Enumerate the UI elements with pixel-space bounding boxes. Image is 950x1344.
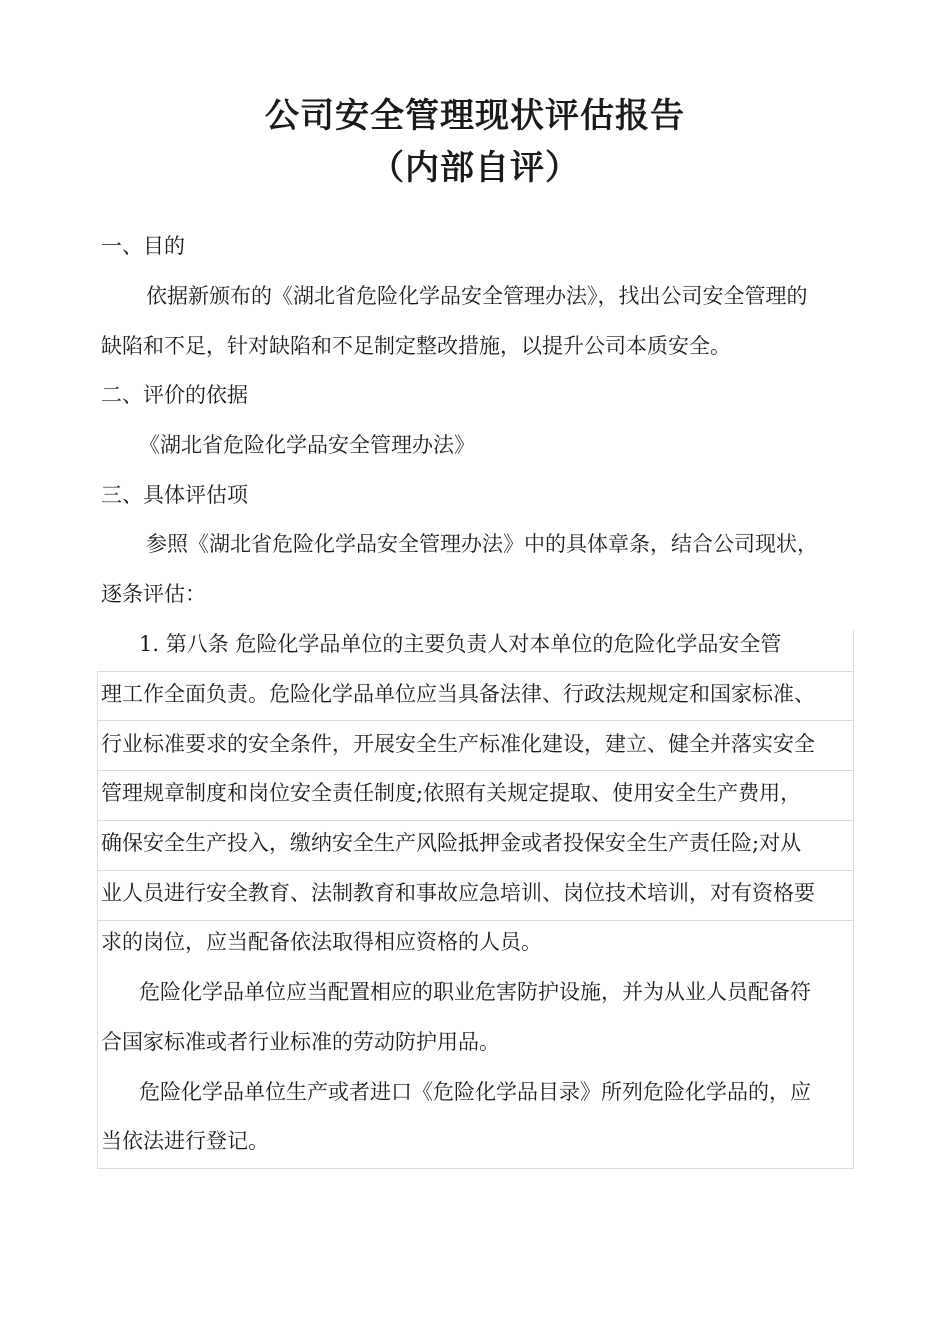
article-line: 业人员进行安全教育、法制教育和事故应急培训、岗位技术培训，对有资格要 (101, 881, 815, 905)
grid-line (97, 820, 854, 821)
article-line: 确保安全生产投入，缴纳安全生产风险抵押金或者投保安全生产责任险;对从 (101, 831, 802, 855)
document-subtitle: （内部自评） (370, 148, 580, 188)
article-line: 危险化学品单位生产或者进口《危险化学品目录》所列危险化学品的，应 (139, 1080, 811, 1104)
article-line: 求的岗位，应当配备依法取得相应资格的人员。 (101, 930, 542, 954)
article-line: 1. 第八条 危险化学品单位的主要负责人对本单位的危险化学品安全管 (139, 632, 782, 656)
section-heading-basis: 二、评价的依据 (101, 383, 248, 407)
grid-line (97, 720, 854, 721)
purpose-paragraph-line-1: 依据新颁布的《湖北省危险化学品安全管理办法》，找出公司安全管理的 (146, 284, 808, 308)
document-title: 公司安全管理现状评估报告 (265, 96, 685, 136)
article-line: 理工作全面负责。危险化学品单位应当具备法律、行政法规规定和国家标准、 (101, 682, 815, 706)
grid-line (853, 630, 854, 1168)
grid-line (97, 1168, 854, 1169)
grid-line (97, 671, 854, 672)
items-intro-line-2: 逐条评估： (101, 582, 206, 606)
grid-line (97, 870, 854, 871)
article-line: 合国家标准或者行业标准的劳动防护用品。 (101, 1030, 500, 1054)
grid-line (97, 920, 854, 921)
section-heading-items: 三、具体评估项 (101, 483, 248, 507)
basis-text: 《湖北省危险化学品安全管理办法》 (139, 433, 475, 457)
article-line: 当依法进行登记。 (101, 1129, 269, 1153)
article-line: 管理规章制度和岗位安全责任制度;依照有关规定提取、使用安全生产费用， (101, 781, 802, 805)
article-line: 危险化学品单位应当配置相应的职业危害防护设施，并为从业人员配备符 (139, 980, 811, 1004)
items-intro-line-1: 参照《湖北省危险化学品安全管理办法》中的具体章条，结合公司现状， (146, 532, 818, 556)
article-line: 行业标准要求的安全条件，开展安全生产标准化建设，建立、健全并落实安全 (101, 732, 815, 756)
section-heading-purpose: 一、目的 (101, 234, 185, 258)
purpose-paragraph-line-2: 缺陷和不足，针对缺陷和不足制定整改措施，以提升公司本质安全。 (101, 334, 731, 358)
grid-line (97, 671, 98, 1168)
grid-line (97, 770, 854, 771)
